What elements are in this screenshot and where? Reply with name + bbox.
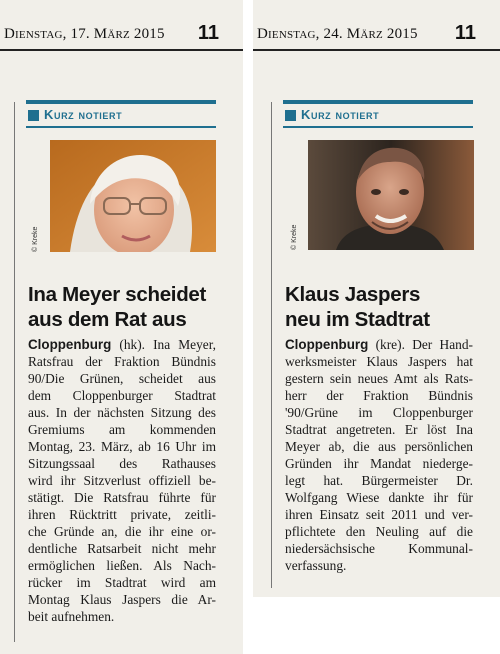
- body-line: herr der Fraktion Bündnis: [285, 388, 473, 403]
- photo-credit: © Kreke: [291, 224, 298, 250]
- body-line: che Gründe an, die ihr eine or-: [28, 524, 216, 539]
- section-label: [26, 100, 216, 128]
- portrait-photo-ina-meyer: [50, 140, 216, 252]
- photo-credit: © Kreke: [32, 226, 39, 252]
- section-title: Kurz notiert: [301, 107, 380, 122]
- newspaper-clipping-right: [253, 0, 500, 597]
- square-bullet-icon: [285, 110, 296, 121]
- headline: [285, 282, 430, 332]
- square-bullet-icon: [28, 110, 39, 121]
- page-header: [0, 22, 243, 48]
- section-title: Kurz notiert: [44, 107, 123, 122]
- body-line: werksmeister Klaus Jaspers hat: [285, 354, 473, 369]
- body-line: '90/Grüne im Cloppenburger: [285, 405, 473, 420]
- body-line: Ratsfrau der Fraktion Bündnis: [28, 354, 216, 369]
- body-line: Montag, 23. März, ab 16 Uhr im: [28, 439, 216, 454]
- body-line: legt hat. Bürgermeister Dr.: [285, 473, 473, 488]
- headline: [28, 282, 206, 332]
- body-line: verfassung.: [285, 558, 347, 573]
- body-line: Wolfgang Wiese dankte ihr für: [285, 490, 473, 505]
- section-underline: [283, 126, 473, 128]
- portrait-image: [308, 140, 474, 250]
- body-line: stätigt. Die Ratsfrau führte für: [28, 490, 216, 505]
- article-body: [285, 336, 473, 574]
- issue-date: Dienstag, 24. März 2015: [257, 26, 418, 42]
- portrait-image: [50, 140, 216, 252]
- lead-place: Cloppenburg: [28, 337, 112, 352]
- body-line: beit aufnehmen.: [28, 609, 115, 624]
- body-line: Montag Klaus Jaspers die Ar-: [28, 592, 216, 607]
- headline-line-2: neu im Stadtrat: [285, 308, 430, 331]
- body-line: wird ihr Sitzverlust offiziell be-: [28, 473, 216, 488]
- body-line: Stadtrat angetreten. Er löst Ina: [285, 422, 473, 437]
- portrait-photo-klaus-jaspers: [308, 140, 474, 250]
- body-line: niedersächsische Kommunal-: [285, 541, 473, 556]
- body-line: 90/Die Grünen, scheidet aus: [28, 371, 216, 386]
- body-line-text: (kre). Der Hand-: [368, 337, 473, 352]
- header-rule: [0, 49, 243, 51]
- newspaper-clipping-left: [0, 0, 243, 654]
- article-box-border: [271, 102, 272, 588]
- section-row: [283, 104, 473, 126]
- body-line: ihren Einsatz seit 2011 und ver-: [285, 507, 473, 522]
- header-rule: [253, 49, 500, 51]
- body-line: dem Cloppenburger Stadtrat: [28, 388, 216, 403]
- body-line: aus. In der nächsten Sitzung des: [28, 405, 216, 420]
- body-line: pflichtete den Neuling auf die: [285, 524, 473, 539]
- body-line: Gründen ihr Mandat niederge-: [285, 456, 473, 471]
- headline-line-1: Klaus Jaspers: [285, 283, 421, 306]
- body-line: dentliche Ratsarbeit nicht mehr: [28, 541, 216, 556]
- body-line-text: (hk). Ina Meyer,: [111, 337, 216, 352]
- headline-line-1: Ina Meyer scheidet: [28, 283, 207, 306]
- section-underline: [26, 126, 216, 128]
- body-line: [28, 336, 216, 353]
- body-line: gestern sein neues Amt als Rats-: [285, 371, 473, 386]
- body-line: Sitzungssaal des Rathauses: [28, 456, 216, 471]
- lead-place: Cloppenburg: [285, 337, 369, 352]
- body-line: rücker im Stadtrat wird am: [28, 575, 216, 590]
- article-box-border: [14, 102, 15, 642]
- body-line: [285, 336, 473, 353]
- body-line: ermöglichen ließen. Als Nach-: [28, 558, 216, 573]
- headline-line-2: aus dem Rat aus: [28, 308, 187, 331]
- body-line: Meyer ab, die aus persönlichen: [285, 439, 473, 454]
- article-body: [28, 336, 216, 625]
- section-label: [283, 100, 473, 128]
- issue-date: Dienstag, 17. März 2015: [4, 26, 165, 42]
- page-number: 11: [454, 22, 476, 44]
- page-number: 11: [197, 22, 219, 44]
- body-line: Gremiums am kommenden: [28, 422, 216, 437]
- page-header: [253, 22, 500, 48]
- section-row: [26, 104, 216, 126]
- body-line: ihren Rücktritt private, zeitli-: [28, 507, 216, 522]
